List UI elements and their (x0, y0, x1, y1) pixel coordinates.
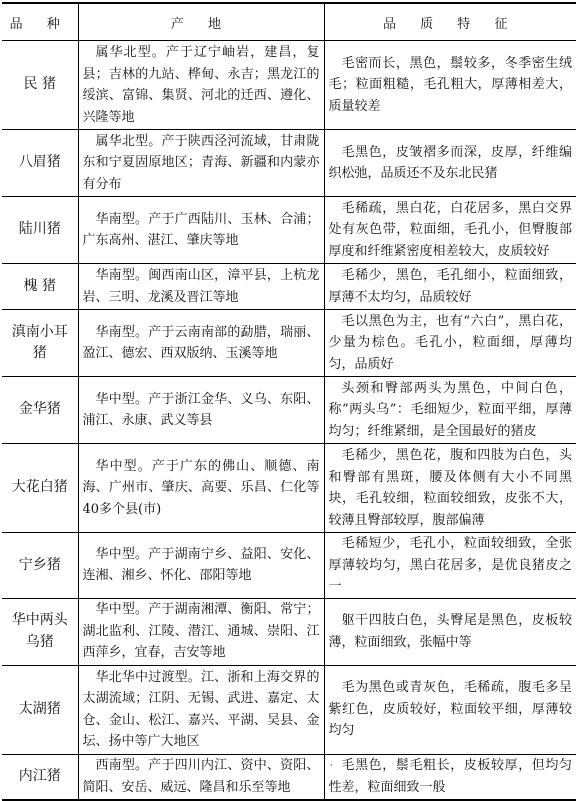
table-row (2, 41, 576, 130)
breed-name: 内江猪 (2, 754, 78, 800)
quality-cell: 毛稀少，黑色，毛孔细小，粒面细致，厚薄不太均匀，品质较好 (324, 264, 576, 310)
breed-name: 槐 猪 (2, 264, 78, 310)
region-cell: 华中型。产于浙江金华、义乌、东阳、浦江、永康、武义等县 (78, 377, 324, 444)
breed-name: 民 猪 (2, 41, 78, 130)
region-cell: 华南型。闽西南山区，漳平县，上杭龙岩、三明、龙溪及晋江等地 (78, 264, 324, 310)
page-mark: · (330, 761, 333, 771)
quality-cell: 毛黑色，皮皱褶多而深，皮厚，纤维编织松弛，品质还不及东北民猪 (324, 130, 576, 197)
quality-cell: 头颈和臀部两头为黑色，中间白色，称“两头乌”：毛细短少，粒面平细，厚薄均匀；纤维紧细，是全国最好的猪皮 (324, 377, 576, 444)
breed-name: 大花白猪 (2, 444, 78, 533)
breed-name: 八眉猪 (2, 130, 78, 197)
breed-name: 华中两头乌猪 (2, 598, 78, 665)
pig-breed-table (2, 2, 576, 801)
header-region: 产 地 (78, 3, 324, 41)
table-row (2, 377, 576, 444)
quality-cell: 毛稀疏，黑白花，白花居多，黑白交界处有灰色带，粒面细，毛孔小，但臀腹部厚度和纤维紧密度相差较大，皮质较好 (324, 197, 576, 264)
quality-cell: 毛稀少，黑色花，腹和四肢为白色，头和臀部有黑斑，腰及体侧有大小不同黑块，毛孔较细，粒面较细致，皮张不大，较薄且臀部较厚，腹部偏薄 (324, 444, 576, 533)
breed-name: 滇南小耳猪 (2, 310, 78, 377)
quality-cell: 毛密而长，黑色，鬃较多，冬季密生绒毛；粒面粗糙，毛孔粗大，厚薄相差大，质量较差 (324, 41, 576, 130)
region-cell: 华北华中过渡型。江、浙和上海交界的太湖流域；江阴、无锡、武进、嘉定、太仓、金山、松江、嘉兴、平湖、吴县、金坛、扬中等广大地区 (78, 665, 324, 754)
quality-cell: 毛为黑色或青灰色，毛稀疏，腹毛多呈紫红色，皮质较好，粒面较平细，厚薄较均匀 (324, 665, 576, 754)
table-row (2, 444, 576, 533)
breed-name: 宁乡猪 (2, 533, 78, 599)
breed-name: 陆川猪 (2, 197, 78, 264)
region-cell: 西南型。产于四川内江、资中、资阳、简阳、安岳、威远、隆昌和乐至等地 (78, 754, 324, 800)
breed-name: 金华猪 (2, 377, 78, 444)
table-header-row (2, 3, 576, 41)
region-cell: 属华北型。产于陕西泾河流域，甘肃陇东和宁夏固原地区；青海、新疆和内蒙亦有分布 (78, 130, 324, 197)
table-row (2, 310, 576, 377)
header-breed: 品 种 (2, 3, 78, 41)
table-row (2, 264, 576, 310)
quality-cell: 毛以黑色为主，也有“六白”，黑白花，少量为棕色。毛孔小，粒面细，厚薄均匀，品质好 (324, 310, 576, 377)
region-cell: 华南型。产于广西陆川、玉林、合浦；广东高州、湛江、肇庆等地 (78, 197, 324, 264)
quality-cell: 躯干四肢白色，头臀尾是黑色，皮板较薄，粒面细致，张幅中等 (324, 598, 576, 665)
breed-name: 太湖猪 (2, 665, 78, 754)
quality-cell: 毛黑色，鬃毛粗长，皮板较厚，但均匀性差，粒面细致一般 (324, 754, 576, 800)
table-row (2, 754, 576, 800)
region-cell: 华南型。产于云南南部的勐腊，瑞丽、盈江、德宏、西双版纳、玉溪等地 (78, 310, 324, 377)
header-quality: 品 质 特 征 (324, 3, 576, 41)
table-row (2, 665, 576, 754)
table-row (2, 197, 576, 264)
region-cell: 华中型。产于湖南宁乡、益阳、安化、连湘、湘乡、怀化、邵阳等地 (78, 533, 324, 599)
table-row (2, 533, 576, 599)
region-cell: 华中型。产于湖南湘潭、衡阳、常宁；湖北监利、江陵、潜江、通城、崇阳、江西萍乡，宜春，吉安等地 (78, 598, 324, 665)
table-row (2, 130, 576, 197)
region-cell: 华中型。产于广东的佛山、顺德、南海、广州市、肇庆、高要、乐昌、仁化等40多个县(市) (78, 444, 324, 533)
table-row (2, 598, 576, 665)
quality-cell: 毛稀短少，毛孔小，粒面较细致，全张厚薄较均匀，黑白花居多，是优良猪皮之一 (324, 533, 576, 599)
region-cell: 属华北型。产于辽宁岫岩，建昌，复县；吉林的九站、桦甸、永吉；黑龙江的绥滨、富锦、集贤、河北的迁西、遵化、兴隆等地 (78, 41, 324, 130)
